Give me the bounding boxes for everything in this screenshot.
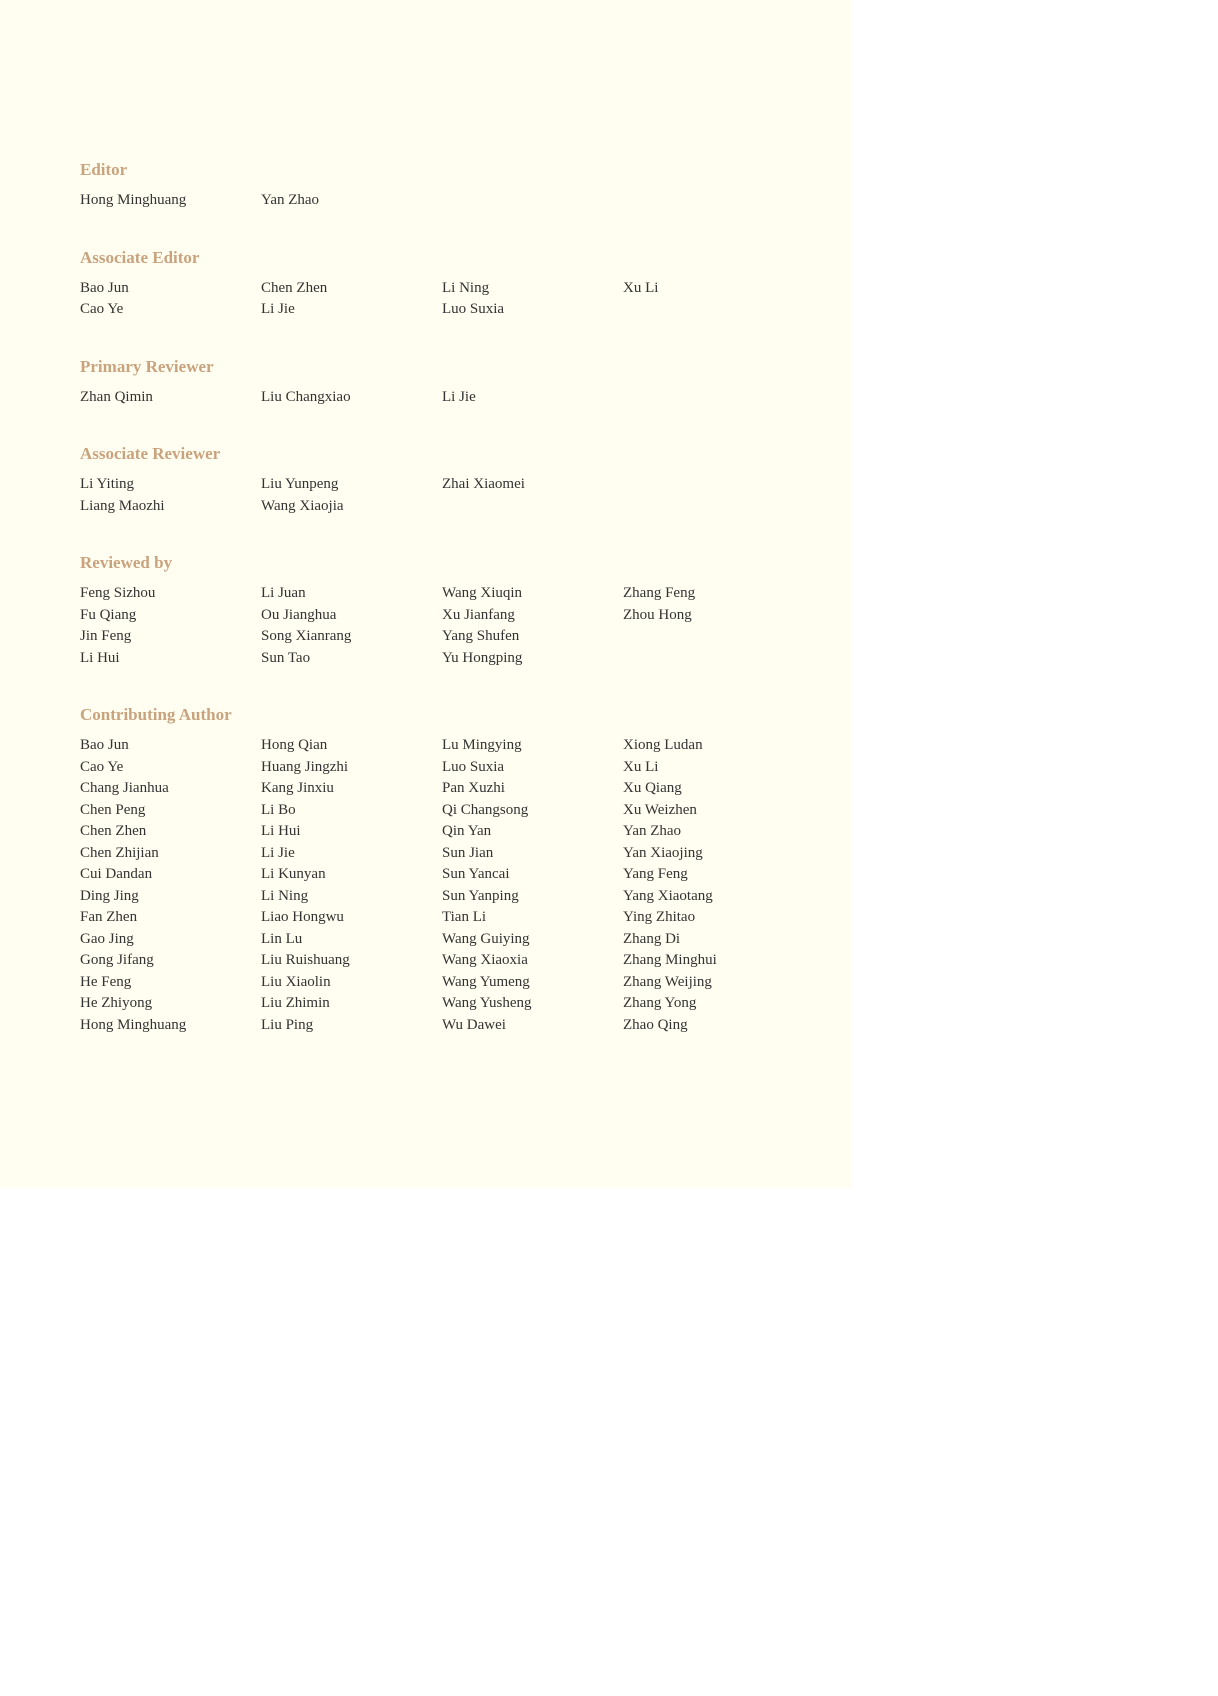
person-name: Song Xianrang <box>261 628 352 644</box>
person-name: Ying Zhitao <box>623 909 696 925</box>
credits-content <box>80 158 820 1070</box>
person-name: Luo Suxia <box>442 301 505 317</box>
person-name: Yang Shufen <box>442 628 520 644</box>
person-name: Li Juan <box>261 585 306 601</box>
person-name: Wang Xiaojia <box>261 497 344 514</box>
person-name: Yan Zhao <box>623 823 682 839</box>
person-name: Huang Jingzhi <box>261 758 349 775</box>
person-name: Yang Xiaotang <box>623 887 713 904</box>
person-name: Sun Jian <box>442 844 494 861</box>
name-list <box>80 278 820 321</box>
person-name: Li Bo <box>261 801 296 818</box>
person-name: Luo Suxia <box>442 758 505 775</box>
person-name: Fan Zhen <box>80 909 138 925</box>
person-name: Liang Maozhi <box>80 497 165 514</box>
person-name: Hong Minghuang <box>80 192 187 208</box>
person-name: He Feng <box>80 973 132 990</box>
person-name: Li Kunyan <box>261 866 326 882</box>
person-name: Zhou Hong <box>623 606 692 623</box>
person-name: Li Yiting <box>80 476 135 492</box>
person-name: Bao Jun <box>80 279 129 296</box>
person-name: Cao Ye <box>80 758 124 775</box>
person-name: Zhang Weijing <box>623 973 712 990</box>
person-name: Zhang Minghui <box>623 952 717 968</box>
name-list <box>80 474 820 517</box>
person-name: Zhang Yong <box>623 995 697 1011</box>
person-name: Hong Minghuang <box>80 1016 187 1033</box>
person-name: Yan Zhao <box>261 192 320 208</box>
person-name: He Zhiyong <box>80 995 153 1011</box>
person-name: Gao Jing <box>80 930 134 947</box>
name-list <box>80 190 820 212</box>
person-name: Chang Jianhua <box>80 780 169 796</box>
person-name: Wu Dawei <box>442 1016 506 1033</box>
person-name: Sun Yanping <box>442 887 519 904</box>
person-name: Chen Zhen <box>80 823 147 839</box>
section-title: Associate Reviewer <box>80 444 221 463</box>
person-name: Ou Jianghua <box>261 606 337 623</box>
person-name: Chen Zhen <box>261 279 328 296</box>
person-name: Zhang Feng <box>623 585 696 601</box>
person-name: Fu Qiang <box>80 606 137 623</box>
person-name: Zhang Di <box>623 930 681 947</box>
person-name: Chen Peng <box>80 801 146 818</box>
credits-section <box>80 355 820 409</box>
person-name: Qi Changsong <box>442 801 529 818</box>
credits-section <box>80 551 820 669</box>
person-name: Li Hui <box>80 649 120 666</box>
person-name: Xiong Ludan <box>623 737 703 753</box>
credits-section <box>80 158 820 212</box>
person-name: Li Jie <box>261 844 295 861</box>
person-name: Zhao Qing <box>623 1016 688 1033</box>
person-name: Feng Sizhou <box>80 585 156 601</box>
person-name: Kang Jinxiu <box>261 780 334 796</box>
person-name: Zhai Xiaomei <box>442 476 525 492</box>
person-name: Xu Li <box>623 279 659 296</box>
person-name: Wang Guiying <box>442 930 530 947</box>
person-name: Wang Xiuqin <box>442 585 523 601</box>
person-name: Liu Zhimin <box>261 995 330 1011</box>
person-name: Sun Yancai <box>442 866 510 882</box>
person-name: Wang Yumeng <box>442 973 530 990</box>
person-name: Gong Jifang <box>80 952 154 968</box>
person-name: Wang Xiaoxia <box>442 952 528 968</box>
person-name: Lu Mingying <box>442 737 522 753</box>
person-name: Yan Xiaojing <box>623 844 703 861</box>
section-title: Associate Editor <box>80 247 200 267</box>
section-title: Primary Reviewer <box>80 356 214 376</box>
person-name: Xu Weizhen <box>623 801 697 818</box>
person-name: Chen Zhijian <box>80 844 159 861</box>
person-name: Qin Yan <box>442 823 492 839</box>
person-name: Xu Li <box>623 758 659 775</box>
credits-page <box>0 0 852 1188</box>
person-name: Jin Feng <box>80 628 132 644</box>
person-name: Li Jie <box>261 301 295 317</box>
name-list <box>80 387 820 409</box>
credits-section <box>80 246 820 321</box>
person-name: Wang Yusheng <box>442 995 532 1011</box>
person-name: Liu Xiaolin <box>261 973 331 990</box>
name-list <box>80 583 820 669</box>
person-name: Hong Qian <box>261 737 328 753</box>
person-name: Li Hui <box>261 823 301 839</box>
person-name: Li Ning <box>442 279 490 296</box>
person-name: Liu Ruishuang <box>261 952 350 968</box>
person-name: Bao Jun <box>80 737 129 753</box>
person-name: Xu Jianfang <box>442 606 515 623</box>
person-name: Pan Xuzhi <box>442 780 505 796</box>
credits-section <box>80 703 820 1036</box>
person-name: Liu Yunpeng <box>261 476 339 492</box>
person-name: Lin Lu <box>261 930 303 947</box>
section-title: Contributing Author <box>80 705 232 724</box>
person-name: Zhan Qimin <box>80 388 153 405</box>
credits-section <box>80 442 820 517</box>
person-name: Li Jie <box>442 388 476 405</box>
person-name: Li Ning <box>261 887 309 904</box>
name-list <box>80 735 820 1036</box>
person-name: Sun Tao <box>261 649 311 666</box>
section-title: Editor <box>80 160 128 179</box>
person-name: Ding Jing <box>80 887 139 904</box>
section-title: Reviewed by <box>80 553 173 572</box>
person-name: Liu Ping <box>261 1016 314 1033</box>
person-name: Tian Li <box>442 909 487 925</box>
person-name: Xu Qiang <box>623 780 682 796</box>
person-name: Yang Feng <box>623 866 688 882</box>
person-name: Cui Dandan <box>80 866 153 882</box>
person-name: Liu Changxiao <box>261 388 351 405</box>
person-name: Liao Hongwu <box>261 909 344 925</box>
person-name: Cao Ye <box>80 301 124 317</box>
person-name: Yu Hongping <box>442 649 523 666</box>
